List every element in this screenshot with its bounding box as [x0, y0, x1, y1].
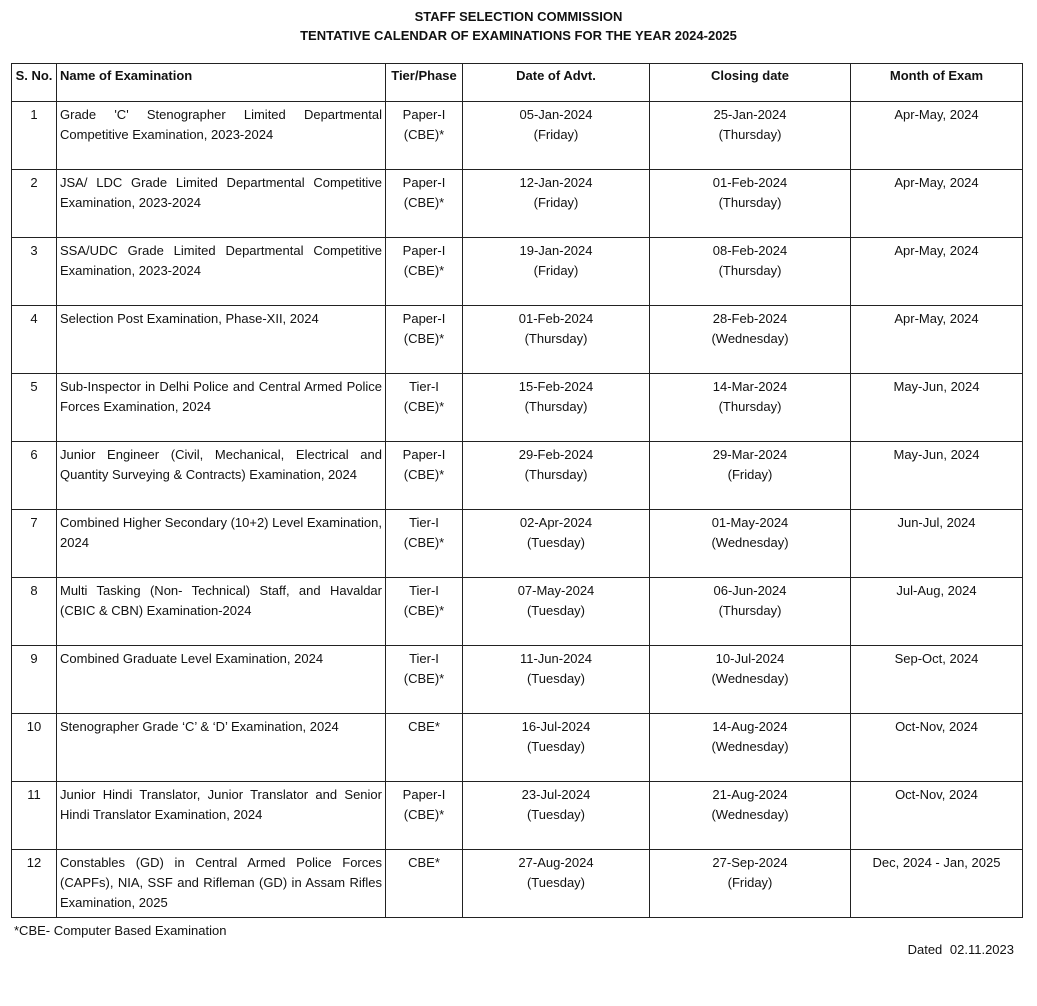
closing-day: (Friday)	[727, 875, 773, 890]
cell-month: Jul-Aug, 2024	[851, 578, 1023, 646]
tier-line-1: Tier-I	[409, 651, 439, 666]
tier-line-2: (CBE)*	[403, 263, 445, 278]
cell-exam-name: Combined Higher Secondary (10+2) Level Examination, 2024	[57, 510, 386, 578]
cell-advt-date	[463, 578, 650, 646]
cell-sno: 11	[12, 782, 57, 850]
closing-day: (Wednesday)	[711, 739, 789, 754]
tier-line-2: (CBE)*	[403, 807, 445, 822]
cell-exam-name: Multi Tasking (Non- Technical) Staff, and Havaldar (CBIC & CBN) Examination-2024	[57, 578, 386, 646]
advt-date: 15-Feb-2024	[518, 379, 594, 394]
tier-line-1: Tier-I	[409, 515, 439, 530]
cell-exam-name: SSA/UDC Grade Limited Departmental Competitive Examination, 2023-2024	[57, 238, 386, 306]
table-row	[12, 170, 1023, 238]
cell-month: Apr-May, 2024	[851, 306, 1023, 374]
cell-sno: 10	[12, 714, 57, 782]
tier-line-1: Paper-I	[402, 787, 446, 802]
column-header-sno: S. No.	[12, 64, 57, 102]
closing-date: 06-Jun-2024	[713, 583, 787, 598]
column-header-tier: Tier/Phase	[386, 64, 463, 102]
cell-closing-date	[650, 510, 851, 578]
closing-date: 28-Feb-2024	[712, 311, 788, 326]
tier-line-2: (CBE)*	[403, 603, 445, 618]
closing-date: 14-Aug-2024	[712, 719, 788, 734]
cell-closing-date	[650, 442, 851, 510]
advt-date: 01-Feb-2024	[518, 311, 594, 326]
cell-advt-date	[463, 646, 650, 714]
cell-sno: 6	[12, 442, 57, 510]
advt-day: (Friday)	[533, 195, 579, 210]
tier-line-2: (CBE)*	[403, 195, 445, 210]
cell-tier	[386, 646, 463, 714]
cell-exam-name: Combined Graduate Level Examination, 2024	[57, 646, 386, 714]
cell-advt-date	[463, 714, 650, 782]
closing-date: 08-Feb-2024	[712, 243, 788, 258]
cell-closing-date	[650, 782, 851, 850]
cell-sno: 7	[12, 510, 57, 578]
advt-day: (Tuesday)	[526, 875, 586, 890]
tier-line-1: Paper-I	[402, 311, 446, 326]
cell-month: Oct-Nov, 2024	[851, 782, 1023, 850]
advt-date: 19-Jan-2024	[519, 243, 593, 258]
table-row	[12, 782, 1023, 850]
tier-line-1: Paper-I	[402, 175, 446, 190]
calendar-title: TENTATIVE CALENDAR OF EXAMINATIONS FOR THE YEAR 2024-2025	[300, 28, 737, 43]
closing-date: 29-Mar-2024	[712, 447, 788, 462]
cell-month: Apr-May, 2024	[851, 170, 1023, 238]
advt-date: 29-Feb-2024	[518, 447, 594, 462]
cell-advt-date	[463, 102, 650, 170]
cell-closing-date	[650, 102, 851, 170]
tier-line-1: Tier-I	[409, 379, 439, 394]
advt-day: (Thursday)	[524, 399, 588, 414]
table-header-row	[12, 64, 1023, 102]
tier-line-2: (CBE)*	[403, 535, 445, 550]
closing-day: (Thursday)	[718, 195, 782, 210]
closing-day: (Thursday)	[718, 263, 782, 278]
cell-month: Apr-May, 2024	[851, 102, 1023, 170]
cell-tier	[386, 782, 463, 850]
advt-day: (Tuesday)	[526, 603, 586, 618]
table-row	[12, 442, 1023, 510]
closing-day: (Wednesday)	[711, 807, 789, 822]
cell-exam-name: Selection Post Examination, Phase-XII, 2024	[57, 306, 386, 374]
advt-date: 27-Aug-2024	[518, 855, 594, 870]
advt-day: (Tuesday)	[526, 671, 586, 686]
cell-advt-date	[463, 306, 650, 374]
advt-day: (Friday)	[533, 263, 579, 278]
column-header-closing-date: Closing date	[650, 64, 851, 102]
cell-month: Jun-Jul, 2024	[851, 510, 1023, 578]
dated-label: Dated 02.11.2023	[907, 942, 1014, 957]
cell-tier	[386, 850, 463, 918]
table-row	[12, 238, 1023, 306]
cell-closing-date	[650, 170, 851, 238]
cell-tier	[386, 170, 463, 238]
advt-day: (Thursday)	[524, 467, 588, 482]
cell-tier	[386, 714, 463, 782]
tier-line-2: (CBE)*	[403, 331, 445, 346]
tier-line-2: (CBE)*	[403, 399, 445, 414]
cell-sno: 4	[12, 306, 57, 374]
cell-exam-name: Stenographer Grade ‘C’ & ‘D’ Examination, 2024	[57, 714, 386, 782]
advt-date: 02-Apr-2024	[519, 515, 593, 530]
column-header-month: Month of Exam	[851, 64, 1023, 102]
cell-month: May-Jun, 2024	[851, 442, 1023, 510]
table-row	[12, 578, 1023, 646]
cell-tier	[386, 238, 463, 306]
cell-tier	[386, 374, 463, 442]
advt-date: 16-Jul-2024	[521, 719, 591, 734]
tier-line-2: (CBE)*	[403, 671, 445, 686]
closing-date: 27-Sep-2024	[712, 855, 788, 870]
cell-advt-date	[463, 510, 650, 578]
closing-day: (Thursday)	[718, 127, 782, 142]
cell-advt-date	[463, 782, 650, 850]
advt-day: (Tuesday)	[526, 739, 586, 754]
cell-sno: 8	[12, 578, 57, 646]
advt-day: (Thursday)	[524, 331, 588, 346]
cell-closing-date	[650, 238, 851, 306]
table-row	[12, 374, 1023, 442]
cell-closing-date	[650, 646, 851, 714]
cell-sno: 9	[12, 646, 57, 714]
cell-tier	[386, 102, 463, 170]
column-header-advt-date: Date of Advt.	[463, 64, 650, 102]
closing-date: 10-Jul-2024	[715, 651, 785, 666]
advt-day: (Friday)	[533, 127, 579, 142]
cell-month: Sep-Oct, 2024	[851, 646, 1023, 714]
tier-line-1: Tier-I	[409, 583, 439, 598]
cell-advt-date	[463, 850, 650, 918]
advt-date: 05-Jan-2024	[519, 107, 593, 122]
cell-exam-name: Sub-Inspector in Delhi Police and Central Armed Police Forces Examination, 2024	[57, 374, 386, 442]
closing-date: 14-Mar-2024	[712, 379, 788, 394]
closing-day: (Wednesday)	[711, 671, 789, 686]
table-row	[12, 646, 1023, 714]
column-header-name: Name of Examination	[57, 64, 386, 102]
commission-title: STAFF SELECTION COMMISSION	[414, 9, 623, 24]
tier-line-2: (CBE)*	[403, 467, 445, 482]
tier-line-1: Paper-I	[402, 447, 446, 462]
cell-closing-date	[650, 714, 851, 782]
exam-calendar-table	[11, 63, 1023, 918]
cell-closing-date	[650, 306, 851, 374]
advt-date: 07-May-2024	[517, 583, 595, 598]
cell-month: Apr-May, 2024	[851, 238, 1023, 306]
cell-exam-name: Junior Hindi Translator, Junior Translator and Senior Hindi Translator Examination, 2024	[57, 782, 386, 850]
tier-line-1: CBE*	[408, 855, 440, 870]
cell-sno: 2	[12, 170, 57, 238]
closing-date: 01-May-2024	[711, 515, 789, 530]
cell-closing-date	[650, 374, 851, 442]
cell-closing-date	[650, 578, 851, 646]
cell-advt-date	[463, 238, 650, 306]
closing-day: (Thursday)	[718, 399, 782, 414]
cell-exam-name: JSA/ LDC Grade Limited Departmental Competitive Examination, 2023-2024	[57, 170, 386, 238]
closing-day: (Thursday)	[718, 603, 782, 618]
cbe-footnote: *CBE- Computer Based Examination	[14, 923, 227, 938]
cell-tier	[386, 442, 463, 510]
cell-sno: 12	[12, 850, 57, 918]
cell-closing-date	[650, 850, 851, 918]
closing-day: (Wednesday)	[711, 331, 789, 346]
cell-exam-name: Grade 'C' Stenographer Limited Departmental Competitive Examination, 2023-2024	[57, 102, 386, 170]
cell-month: Dec, 2024 - Jan, 2025	[851, 850, 1023, 918]
advt-day: (Tuesday)	[526, 807, 586, 822]
closing-date: 25-Jan-2024	[713, 107, 787, 122]
cell-advt-date	[463, 374, 650, 442]
table-row	[12, 510, 1023, 578]
closing-day: (Friday)	[727, 467, 773, 482]
table-row	[12, 306, 1023, 374]
cell-advt-date	[463, 170, 650, 238]
closing-date: 21-Aug-2024	[712, 787, 788, 802]
cell-exam-name: Junior Engineer (Civil, Mechanical, Electrical and Quantity Surveying & Contracts) Examination, 2024	[57, 442, 386, 510]
table-row	[12, 102, 1023, 170]
tier-line-1: Paper-I	[402, 243, 446, 258]
table-row	[12, 714, 1023, 782]
cell-tier	[386, 578, 463, 646]
cell-sno: 1	[12, 102, 57, 170]
advt-date: 12-Jan-2024	[519, 175, 593, 190]
cell-advt-date	[463, 442, 650, 510]
cell-month: Oct-Nov, 2024	[851, 714, 1023, 782]
advt-date: 23-Jul-2024	[521, 787, 591, 802]
table-row	[12, 850, 1023, 918]
cell-sno: 3	[12, 238, 57, 306]
tier-line-1: Paper-I	[402, 107, 446, 122]
cell-month: May-Jun, 2024	[851, 374, 1023, 442]
tier-line-1: CBE*	[408, 719, 440, 734]
advt-date: 11-Jun-2024	[519, 651, 593, 666]
cell-tier	[386, 510, 463, 578]
tier-line-2: (CBE)*	[403, 127, 445, 142]
cell-exam-name: Constables (GD) in Central Armed Police Forces (CAPFs), NIA, SSF and Rifleman (GD) in Assam Rifles Examination, 2025	[57, 850, 386, 918]
advt-day: (Tuesday)	[526, 535, 586, 550]
closing-day: (Wednesday)	[711, 535, 789, 550]
cell-tier	[386, 306, 463, 374]
cell-sno: 5	[12, 374, 57, 442]
closing-date: 01-Feb-2024	[712, 175, 788, 190]
